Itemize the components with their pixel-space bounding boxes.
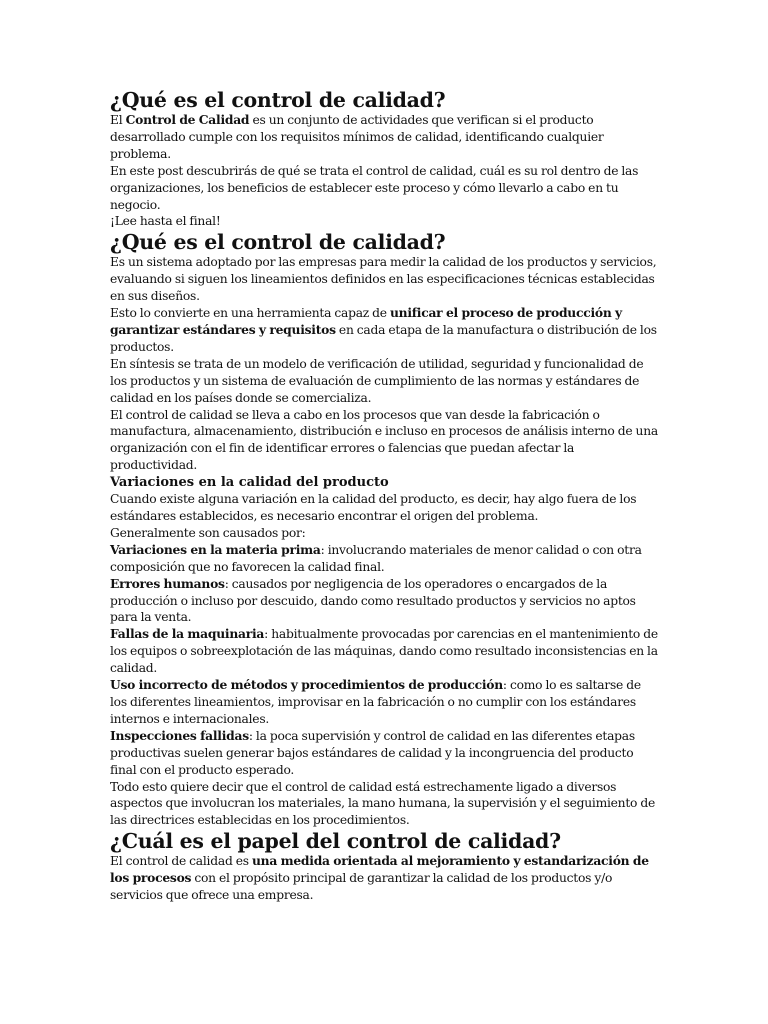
tool-text-a: Esto lo convierte en una herramienta capaz de — [110, 306, 390, 321]
synthesis-paragraph: En síntesis se trata de un modelo de verificación de utilidad, seguridad y funcionalidad de los productos y un sistema de evaluación de cumplimiento de las normas y estándares de calidad en los países donde se comercializa. — [110, 356, 644, 405]
heading-role-of-quality-control: ¿Cuál es el papel del control de calidad? — [110, 829, 561, 854]
system-definition-paragraph: Es un sistema adoptado por las empresas para medir la calidad de los productos y servicios, evaluando si siguen los lineamientos definidos en las especificaciones técnicas establecidas en sus diseños. — [110, 255, 657, 304]
cause-text: : habitualmente provocadas por carencias en el mantenimiento de los equipos o sobreexplotación de las máquinas, dando como resultado inconsistencias en la calidad. — [110, 627, 658, 676]
cause-text: : la poca supervisión y control de calidad en las diferentes etapas productivas suelen generar bajos estándares de calidad y la incongruencia del producto final con el producto esperado. — [110, 728, 635, 777]
tool-bold-phrase: unificar el proceso de producción y garantizar estándares y requisitos — [110, 305, 622, 337]
cause-term: Fallas de la maquinaria — [110, 626, 265, 642]
cause-item-human-errors — [110, 576, 660, 627]
cause-text: : involucrando materiales de menor calidad o con otra composición que no favorecen la calidad final. — [110, 542, 642, 574]
cause-item-failed-inspections — [110, 728, 660, 779]
variation-summary-paragraph: Todo esto quiere decir que el control de calidad está estrechamente ligado a diversos aspectos que involucran los materiales, la mano humana, la supervisión y el seguimiento de las directrices establecidas en los procedimientos. — [110, 779, 656, 828]
process-scope-paragraph: El control de calidad se lleva a cabo en los procesos que van desde la fabricación o manufactura, almacenamiento, distribución e incluso en procesos de análisis interno de una organización con el fin de identificar errores o falencias que puedan afectar la productividad. — [110, 407, 658, 473]
heading-what-is-quality-control: ¿Qué es el control de calidad? — [110, 88, 446, 112]
cause-item-raw-material — [110, 542, 660, 576]
intro-bold-term: Control de Calidad — [125, 112, 250, 127]
variation-intro-paragraph: Cuando existe alguna variación en la calidad del producto, es decir, hay algo fuera de los estándares establecidos, es necesario encontrar el origen del problema. — [110, 492, 637, 524]
role-bold-phrase: una medida orientada al mejoramiento y estandarización de los procesos — [110, 853, 649, 886]
cause-item-incorrect-methods — [110, 677, 660, 728]
cause-term: Inspecciones fallidas — [110, 727, 249, 743]
causes-lead-paragraph: Generalmente son causados por: — [110, 525, 306, 540]
tool-paragraph — [110, 305, 660, 356]
document-page — [110, 88, 660, 904]
cause-text: : como lo es saltarse de los diferentes lineamientos, improvisar en la fabricación o no cumplir con los estándares internos e internacionales. — [110, 678, 641, 726]
cause-term: Uso incorrecto de métodos y procedimientos de producción — [110, 677, 503, 693]
role-paragraph — [110, 853, 660, 904]
cause-term: Errores humanos — [110, 575, 225, 591]
heading-product-quality-variations: Variaciones en la calidad del producto — [110, 475, 389, 491]
heading-what-is-quality-control-2: ¿Qué es el control de calidad? — [110, 230, 446, 255]
post-overview-paragraph: En este post descubrirás de qué se trata el control de calidad, cuál es su rol dentro de las organizaciones, los beneficios de establecer este proceso y cómo llevarlo a cabo en tu negocio. — [110, 163, 639, 212]
read-to-end-paragraph: ¡Lee hasta el final! — [110, 214, 221, 229]
intro-paragraph — [110, 112, 660, 163]
cause-item-machinery-failures — [110, 626, 660, 677]
intro-text-a: El — [110, 113, 126, 127]
cause-text: : causados por negligencia de los operadores o encargados de la producción o incluso por descuido, dando como resultado productos y servicios no aptos para la venta. — [110, 576, 636, 625]
tool-text-c: en cada etapa de la manufactura o distribución de los productos. — [110, 322, 657, 354]
role-text-c: con el propósito principal de garantizar la calidad de los productos y/o servicios que ofrece una empresa. — [110, 871, 613, 903]
role-text-a: El control de calidad es — [110, 854, 252, 869]
intro-text-c: es un conjunto de actividades que verifican si el producto desarrollado cumple con los requisitos mínimos de calidad, identificando cualquier problema. — [110, 113, 604, 161]
cause-term: Variaciones en la materia prima — [110, 541, 321, 557]
